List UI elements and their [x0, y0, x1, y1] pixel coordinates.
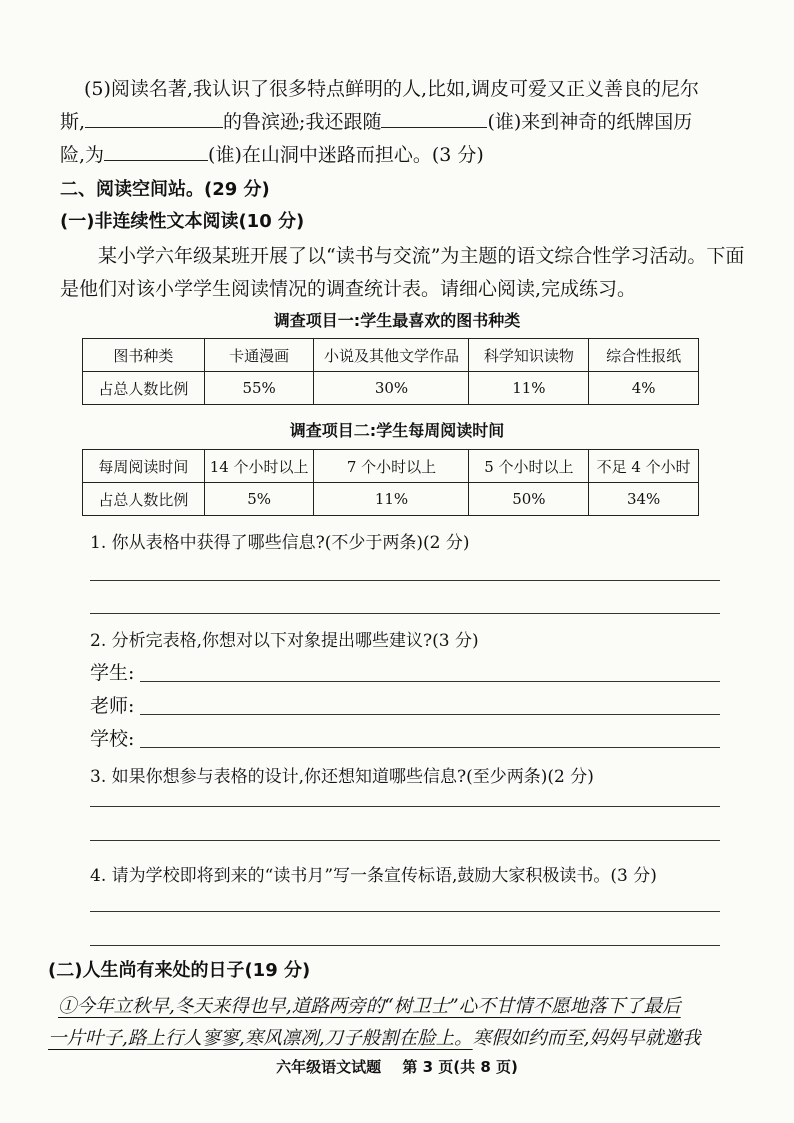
q2-teachers-label: 老师: [90, 695, 135, 717]
q5-line2-a: 斯, [60, 111, 86, 133]
q2-school-label: 学校: [90, 728, 135, 750]
q5-line3-a: 险,为 [60, 144, 105, 166]
footer-subject: 六年级语文试题 [276, 1058, 382, 1076]
answer-line[interactable] [90, 911, 720, 912]
part2-title: (二)人生尚有来处的日子(19 分) [48, 960, 311, 981]
q5-line2 [60, 107, 692, 134]
q5-line3-b: (谁)在山洞中迷路而担心。(3 分) [208, 144, 484, 166]
section2-title: 二、阅读空间站。(29 分) [60, 179, 270, 200]
part2-paragraph1-line1: ①今年立秋早,冬天来得也早,道路两旁的“树卫士”心不甘情不愿地落下了最后 [58, 996, 681, 1017]
table-cell: 5% [204, 483, 314, 516]
question-1: 1. 你从表格中获得了哪些信息?(不少于两条)(2 分) [90, 533, 470, 553]
part1-intro-line2: 是他们对该小学学生阅读情况的调查统计表。请细心阅读,完成练习。 [60, 278, 637, 300]
table-cell: 50% [469, 483, 589, 516]
table-cell: 占总人数比例 [83, 372, 205, 405]
answer-blank-3[interactable] [104, 142, 208, 161]
answer-blank-1[interactable] [85, 109, 223, 128]
table-cell: 小说及其他文学作品 [314, 339, 469, 372]
q2-school-answer-line[interactable] [140, 747, 720, 748]
table1 [82, 338, 699, 405]
part2-paragraph1-line2 [48, 1024, 701, 1050]
table-cell: 7 个小时以上 [314, 450, 469, 483]
q5-line2-b: 的鲁滨逊;我还跟随 [223, 111, 382, 133]
question-2: 2. 分析完表格,你想对以下对象提出哪些建议?(3 分) [90, 631, 479, 651]
q2-teachers-answer-line[interactable] [140, 714, 720, 715]
question-4: 4. 请为学校即将到来的“读书月”写一条宣传标语,鼓励大家积极读书。(3 分) [90, 866, 657, 886]
answer-blank-2[interactable] [381, 109, 487, 128]
table2-header-row [83, 450, 699, 483]
table-cell: 每周阅读时间 [83, 450, 205, 483]
page-footer [0, 1056, 794, 1077]
table1-data-row [83, 372, 699, 405]
table-cell: 11% [469, 372, 589, 405]
q5-line3 [60, 140, 484, 167]
table-cell: 图书种类 [83, 339, 205, 372]
answer-line[interactable] [90, 945, 720, 946]
q2-students-answer-line[interactable] [140, 681, 720, 682]
part1-intro-line1: 某小学六年级某班开展了以“读书与交流”为主题的语文综合性学习活动。下面 [98, 245, 745, 267]
q5-line2-c: (谁)来到神奇的纸牌国历 [487, 111, 693, 133]
table-cell: 34% [589, 483, 699, 516]
table2 [82, 449, 699, 516]
footer-page-number: 第 3 页(共 8 页) [402, 1058, 518, 1076]
answer-line[interactable] [90, 840, 720, 841]
table1-header-row [83, 339, 699, 372]
q5-line1: (5)阅读名著,我认识了很多特点鲜明的人,比如,调皮可爱又正义善良的尼尔 [84, 78, 700, 100]
answer-line[interactable] [90, 806, 720, 807]
table2-caption: 调查项目二:学生每周阅读时间 [289, 421, 505, 440]
table-cell: 4% [589, 372, 699, 405]
table1-caption: 调查项目一:学生最喜欢的图书种类 [273, 311, 521, 330]
table-cell: 55% [204, 372, 314, 405]
answer-line[interactable] [90, 613, 720, 614]
table-cell: 占总人数比例 [83, 483, 205, 516]
table-cell: 综合性报纸 [589, 339, 699, 372]
table-cell: 不足 4 个小时 [589, 450, 699, 483]
q2-students-label: 学生: [90, 662, 135, 684]
answer-line[interactable] [90, 580, 720, 581]
table-cell: 卡通漫画 [204, 339, 314, 372]
part2-paragraph1-underlined: 一片叶子,路上行人寥寥,寒风凛冽,刀子般割在脸上。 [48, 1028, 473, 1049]
part1-title: (一)非连续性文本阅读(10 分) [60, 211, 305, 232]
table-cell: 30% [314, 372, 469, 405]
table-cell: 14 个小时以上 [204, 450, 314, 483]
table-cell: 5 个小时以上 [469, 450, 589, 483]
part2-paragraph1-rest: 寒假如约而至,妈妈早就邀我 [472, 1028, 701, 1049]
question-3: 3. 如果你想参与表格的设计,你还想知道哪些信息?(至少两条)(2 分) [90, 767, 594, 787]
table2-data-row [83, 483, 699, 516]
table-cell: 科学知识读物 [469, 339, 589, 372]
table-cell: 11% [314, 483, 469, 516]
